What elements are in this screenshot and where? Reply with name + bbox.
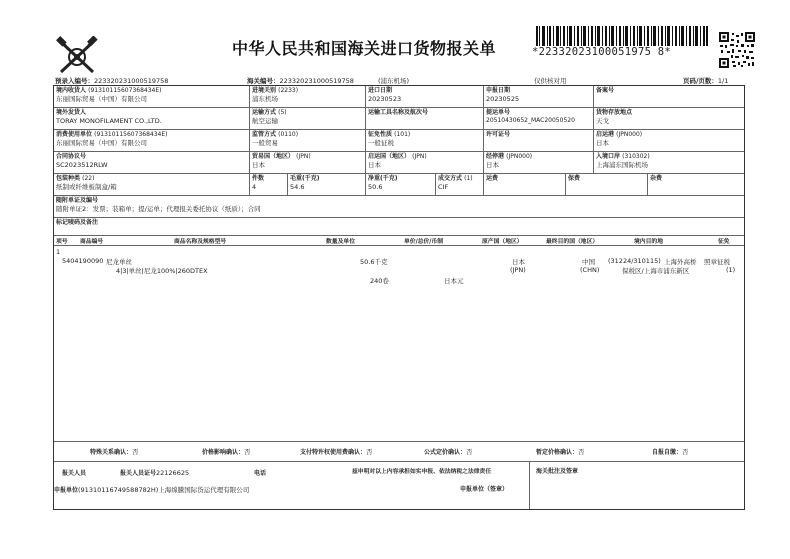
royalty-label: 支付特许权使用费确认： bbox=[300, 449, 367, 456]
special-relation-field bbox=[90, 447, 139, 456]
form-row-docs bbox=[54, 196, 744, 218]
goods-item-name: 尼龙单丝 bbox=[106, 258, 132, 266]
goods-item-dest-name: 中国 bbox=[582, 258, 595, 266]
consignee-label: 境内收货人 bbox=[56, 87, 87, 94]
trade-country-label: 贸易国（地区） bbox=[252, 153, 295, 160]
customs-note-label: 海关批注及签章 bbox=[536, 468, 579, 475]
entry-place-label: 入境口岸 bbox=[596, 153, 621, 160]
shipper-name: TORAY MONOFILAMENT CO.,LTD. bbox=[56, 117, 162, 125]
transit-port-cell bbox=[484, 152, 594, 173]
declarant-cert-label: 报关人员证号 bbox=[120, 470, 157, 477]
transit-port-code: (JPN000) bbox=[506, 153, 533, 160]
freight-cell bbox=[484, 174, 566, 195]
barcode-text: *22332023100051975 8* bbox=[532, 46, 672, 58]
goods-header-dest: 最终目的国（地区） bbox=[546, 239, 599, 245]
goods-list bbox=[54, 246, 744, 442]
goods-item-code: 5404190090 bbox=[62, 257, 104, 265]
supervision-code: (0110) bbox=[278, 131, 299, 138]
self-pay-value: 否 bbox=[682, 448, 689, 456]
goods-item-currency: 日本元 bbox=[444, 277, 464, 285]
entry-port-cell bbox=[250, 86, 366, 107]
transport-cell bbox=[250, 108, 366, 129]
form-row-4 bbox=[54, 152, 744, 174]
goods-header-code: 商品编号 bbox=[80, 239, 104, 245]
transport-name: 航空运输 bbox=[252, 117, 278, 125]
special-relation-label: 特殊关系确认： bbox=[90, 449, 133, 456]
customs-office: (浦东机场) bbox=[378, 77, 410, 85]
bill-cell bbox=[484, 108, 594, 129]
origin-country-cell bbox=[366, 152, 484, 173]
depart-port-label: 启运港 bbox=[596, 131, 615, 138]
docs-label: 随附单证及编号 bbox=[56, 197, 99, 204]
goods-item-domestic-code: (31224/310115) bbox=[608, 257, 661, 265]
phone-label: 电话 bbox=[254, 470, 267, 477]
gross-weight-value: 54.6 bbox=[290, 183, 305, 191]
entry-port-label: 进境关别 bbox=[252, 87, 277, 94]
customs-no-label: 海关编号： bbox=[247, 77, 280, 85]
transport-label: 运输方式 bbox=[252, 109, 277, 116]
provisional-price-label: 暂定价格确认： bbox=[536, 449, 579, 456]
self-pay-label: 自报自缴： bbox=[652, 449, 683, 456]
confirm-row bbox=[54, 442, 744, 462]
tax-nature-name: 一般征税 bbox=[368, 139, 394, 147]
license-label: 许可证号 bbox=[486, 131, 511, 138]
tax-nature-code: (101) bbox=[394, 131, 411, 138]
goods-item-spec: 4|3|单丝|尼龙100%|260DTEX bbox=[116, 267, 208, 275]
vehicle-cell bbox=[366, 108, 484, 129]
origin-country-name: 日本 bbox=[368, 161, 381, 169]
entry-place-name: 上海浦东国际机场 bbox=[596, 161, 648, 169]
tax-nature-cell bbox=[366, 130, 484, 151]
declarant-label: 报关人员 bbox=[62, 470, 87, 477]
prerecord-label: 预录入编号： bbox=[55, 77, 94, 85]
goods-item-origin-code: (JPN) bbox=[510, 266, 526, 274]
pieces-value: 4 bbox=[252, 183, 257, 191]
bill-label: 提运单号 bbox=[486, 109, 511, 116]
vehicle-label: 运输工具名称及航次号 bbox=[368, 109, 429, 116]
royalty-field bbox=[300, 447, 373, 456]
goods-item-tax-name: 照章征税 bbox=[704, 258, 730, 266]
import-date-value: 20230523 bbox=[368, 95, 402, 103]
pieces-label: 件数 bbox=[252, 175, 265, 182]
customs-no-field bbox=[247, 76, 354, 85]
deal-label: 成交方式 bbox=[438, 175, 463, 182]
goods-header-row bbox=[54, 236, 744, 246]
form-row-3 bbox=[54, 130, 744, 152]
contract-cell bbox=[54, 152, 250, 173]
record-no-cell bbox=[594, 86, 744, 107]
consignee-code: (91310115607368434E) bbox=[88, 87, 162, 94]
self-pay-field bbox=[652, 447, 689, 456]
misc-label: 杂费 bbox=[650, 175, 663, 182]
contract-label: 合同协议号 bbox=[56, 153, 87, 160]
declarant-cert-field bbox=[120, 468, 189, 477]
goods-item-no: 1 bbox=[56, 248, 61, 256]
marks-cell bbox=[54, 218, 744, 235]
prerecord-field bbox=[55, 76, 168, 85]
page-count-label: 页码/页数： bbox=[683, 77, 718, 85]
freight-label: 运费 bbox=[486, 175, 499, 182]
docs-value: 随附单证2：发票；装箱单；提/运单；代理报关委托协议（纸质）；合同 bbox=[56, 205, 261, 213]
depart-port-code: (JPN000) bbox=[616, 131, 643, 138]
goods-header-qty: 数量及单位 bbox=[326, 239, 355, 245]
gross-weight-cell bbox=[288, 174, 366, 195]
consumer-name: 东丽国际贸易（中国）有限公司 bbox=[56, 139, 147, 147]
goods-header-domestic: 境内目的地 bbox=[634, 239, 663, 245]
deal-cell bbox=[436, 174, 484, 195]
provisional-price-value: 否 bbox=[578, 448, 585, 456]
footer-right bbox=[530, 462, 744, 509]
agency-field bbox=[54, 485, 249, 494]
pieces-cell bbox=[250, 174, 288, 195]
import-date-label: 进口日期 bbox=[368, 87, 393, 94]
goods-item-qty1: 50.6千克 bbox=[360, 258, 388, 266]
shipper-label: 境外发货人 bbox=[56, 109, 87, 116]
depart-port-cell bbox=[594, 130, 744, 151]
formula-price-value: 否 bbox=[466, 448, 473, 456]
marks-label: 标记唛码及备注 bbox=[56, 219, 99, 226]
tax-nature-label: 征免性质 bbox=[368, 131, 393, 138]
goods-item-qty2: 240卷 bbox=[370, 277, 389, 285]
price-effect-label: 价格影响确认： bbox=[202, 449, 245, 456]
package-cell bbox=[54, 174, 250, 195]
royalty-value: 否 bbox=[366, 448, 373, 456]
form-row-5 bbox=[54, 174, 744, 196]
qr-code-icon bbox=[719, 32, 755, 68]
declarant-cert-value: 22126625 bbox=[156, 469, 190, 477]
contract-no: SC2023512RLW bbox=[56, 161, 108, 169]
net-weight-cell bbox=[366, 174, 436, 195]
verification-note: 仅供核对用 bbox=[534, 77, 567, 85]
declare-date-label: 申报日期 bbox=[486, 87, 511, 94]
consumer-label: 消费使用单位 bbox=[56, 131, 93, 138]
storage-cell bbox=[594, 108, 744, 129]
trade-country-name: 日本 bbox=[252, 161, 265, 169]
customs-emblem-icon bbox=[55, 36, 99, 78]
consignee-name: 东丽国际贸易（中国）有限公司 bbox=[56, 95, 147, 103]
deal-code: (1) bbox=[464, 175, 473, 182]
agency-code: (91310116749588782H) bbox=[78, 486, 159, 494]
formula-price-label: 公式定价确认： bbox=[424, 449, 467, 456]
supervision-cell bbox=[250, 130, 366, 151]
bill-no: 20510430652_MAC20050520 bbox=[486, 117, 575, 124]
form-row-marks bbox=[54, 218, 744, 236]
package-name: 纸制或纤维板制盒/箱 bbox=[56, 183, 117, 191]
goods-header-price: 单价/总价/币制 bbox=[404, 239, 444, 245]
price-effect-field bbox=[202, 447, 251, 456]
price-effect-value: 否 bbox=[244, 448, 251, 456]
gross-weight-label: 毛重(千克) bbox=[290, 175, 320, 182]
declare-date-cell bbox=[484, 86, 594, 107]
provisional-price-field bbox=[536, 447, 585, 456]
insurance-cell bbox=[566, 174, 648, 195]
transport-code: (5) bbox=[278, 109, 287, 116]
declare-date-value: 20230525 bbox=[486, 95, 520, 103]
goods-header-no: 项号 bbox=[56, 239, 68, 245]
prerecord-value: 223320231000519758 bbox=[94, 77, 169, 85]
storage-label: 货物存放地点 bbox=[596, 109, 633, 116]
goods-item-domestic-name2: 保税区/上海市浦东新区 bbox=[622, 267, 690, 275]
trade-country-cell bbox=[250, 152, 366, 173]
customs-no-value: 223320231000519758 bbox=[279, 77, 354, 85]
form-row-1 bbox=[54, 86, 744, 108]
license-cell bbox=[484, 130, 594, 151]
page-title: 中华人民共和国海关进口货物报关单 bbox=[232, 39, 497, 58]
supervision-name: 一般贸易 bbox=[252, 139, 278, 147]
goods-header-origin: 原产国（地区） bbox=[482, 239, 523, 245]
entry-port-name: 浦东机场 bbox=[252, 95, 278, 103]
page-count-field bbox=[683, 76, 728, 85]
docs-cell bbox=[54, 196, 744, 217]
page-count-value: 1/1 bbox=[717, 77, 729, 85]
entry-place-cell bbox=[594, 152, 744, 173]
declaration-form bbox=[53, 85, 745, 510]
package-label: 包装种类 bbox=[56, 175, 81, 182]
goods-header-tax: 征免 bbox=[718, 239, 730, 245]
trade-country-code: (JPN) bbox=[296, 153, 311, 160]
depart-port-name: 日本 bbox=[596, 139, 609, 147]
deal-name: CIF bbox=[438, 183, 449, 191]
transit-port-label: 经停港 bbox=[486, 153, 505, 160]
consumer-cell bbox=[54, 130, 250, 151]
entry-place-code: (310302) bbox=[622, 153, 650, 160]
transit-port-name: 日本 bbox=[486, 161, 499, 169]
goods-item-domestic-name1: 上海外高桥 bbox=[664, 258, 697, 266]
net-weight-label: 净重(千克) bbox=[368, 175, 398, 182]
formula-price-field bbox=[424, 447, 473, 456]
origin-country-code: (JPN) bbox=[412, 153, 427, 160]
shipper-cell bbox=[54, 108, 250, 129]
barcode-icon bbox=[536, 26, 708, 46]
footer-row bbox=[54, 462, 744, 509]
insurance-label: 保费 bbox=[568, 175, 581, 182]
liability-statement: 兹申明对以上内容承担如实申报、依法纳税之法律责任 bbox=[352, 469, 492, 475]
consumer-code: (91310115607368434E) bbox=[94, 131, 168, 138]
storage-value: 天戈 bbox=[596, 117, 609, 125]
supervision-label: 监管方式 bbox=[252, 131, 277, 138]
misc-cell bbox=[648, 174, 744, 195]
consignee-cell bbox=[54, 86, 250, 107]
import-date-cell bbox=[366, 86, 484, 107]
origin-country-label: 启运国（地区） bbox=[368, 153, 411, 160]
agency-sign-label: 申报单位（签章） bbox=[460, 486, 509, 493]
agency-name: 上海缐騰国际货运代理有限公司 bbox=[158, 486, 250, 494]
net-weight-value: 50.6 bbox=[368, 183, 383, 191]
goods-item-dest-code: (CHN) bbox=[580, 266, 600, 274]
goods-item-tax-code: (1) bbox=[726, 266, 736, 274]
package-code: (22) bbox=[82, 175, 95, 182]
agency-label: 申报单位 bbox=[54, 487, 79, 494]
record-no-label: 备案号 bbox=[596, 87, 615, 94]
entry-port-code: (2233) bbox=[278, 87, 299, 94]
goods-header-name: 商品名称及规格型号 bbox=[174, 239, 227, 245]
goods-item-origin-name: 日本 bbox=[512, 258, 525, 266]
footer-left bbox=[54, 462, 530, 509]
special-relation-value: 否 bbox=[132, 448, 139, 456]
form-row-2 bbox=[54, 108, 744, 130]
